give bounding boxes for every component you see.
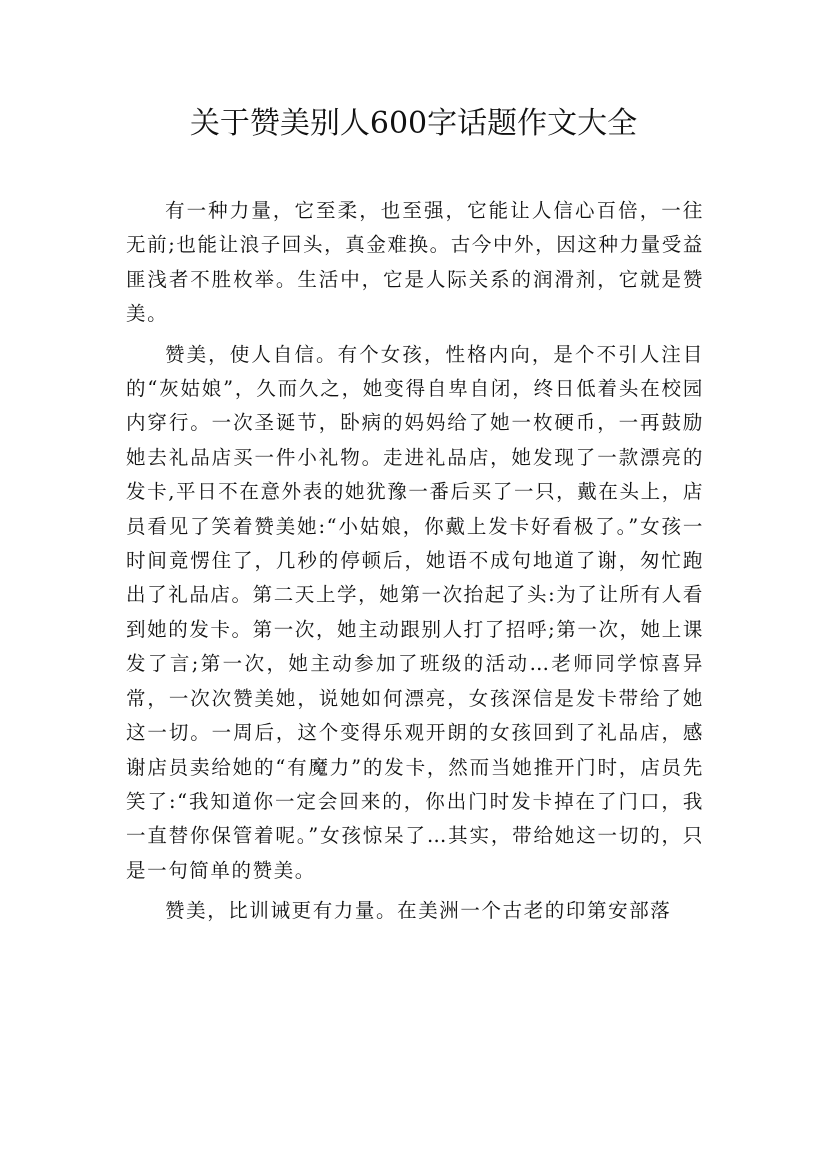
paragraph-2: 赞美，使人自信。有个女孩，性格内向，是个不引人注目的“灰姑娘”，久而久之，她变得自卑自闭，终日低着头在校园内穿行。一次圣诞节，卧病的妈妈给了她一枚硬币，一再鼓励她去礼品店买一件小礼物。走进礼品店，她发现了一款漂亮的发卡,平日不在意外表的她犹豫一番后买了一只，戴在头上，店员看见了笑着赞美她:“小姑娘，你戴上发卡好看极了。”女孩一时间竟愣住了，几秒的停顿后，她语不成句地道了谢，匆忙跑出了礼品店。第二天上学，她第一次抬起了头:为了让所有人看到她的发卡。第一次，她主动跟别人打了招呼;第一次，她上课发了言;第一次，她主动参加了班级的活动…老师同学惊喜异常，一次次赞美她，说她如何漂亮，女孩深信是发卡带给了她这一切。一周后，这个变得乐观开朗的女孩回到了礼品店，感谢店员卖给她的“有魔力”的发卡，然而当她推开门时，店员先笑了:“我知道你一定会回来的，你出门时发卡掉在了门口，我一直替你保管着呢。”女孩惊呆了…其实，带给她这一切的，只是一句简单的赞美。 xyxy=(126,342,704,882)
document-body xyxy=(126,194,704,935)
paragraph-1: 有一种力量，它至柔，也至强，它能让人信心百倍，一往无前;也能让浪子回头，真金难换。古今中外，因这种力量受益匪浅者不胜枚举。生活中，它是人际关系的润滑剂，它就是赞美。 xyxy=(126,199,704,326)
paragraph-3: 赞美，比训诫更有力量。在美洲一个古老的印第安部落 xyxy=(165,899,672,923)
document-title: 关于赞美别人600字话题作文大全 xyxy=(189,106,638,141)
